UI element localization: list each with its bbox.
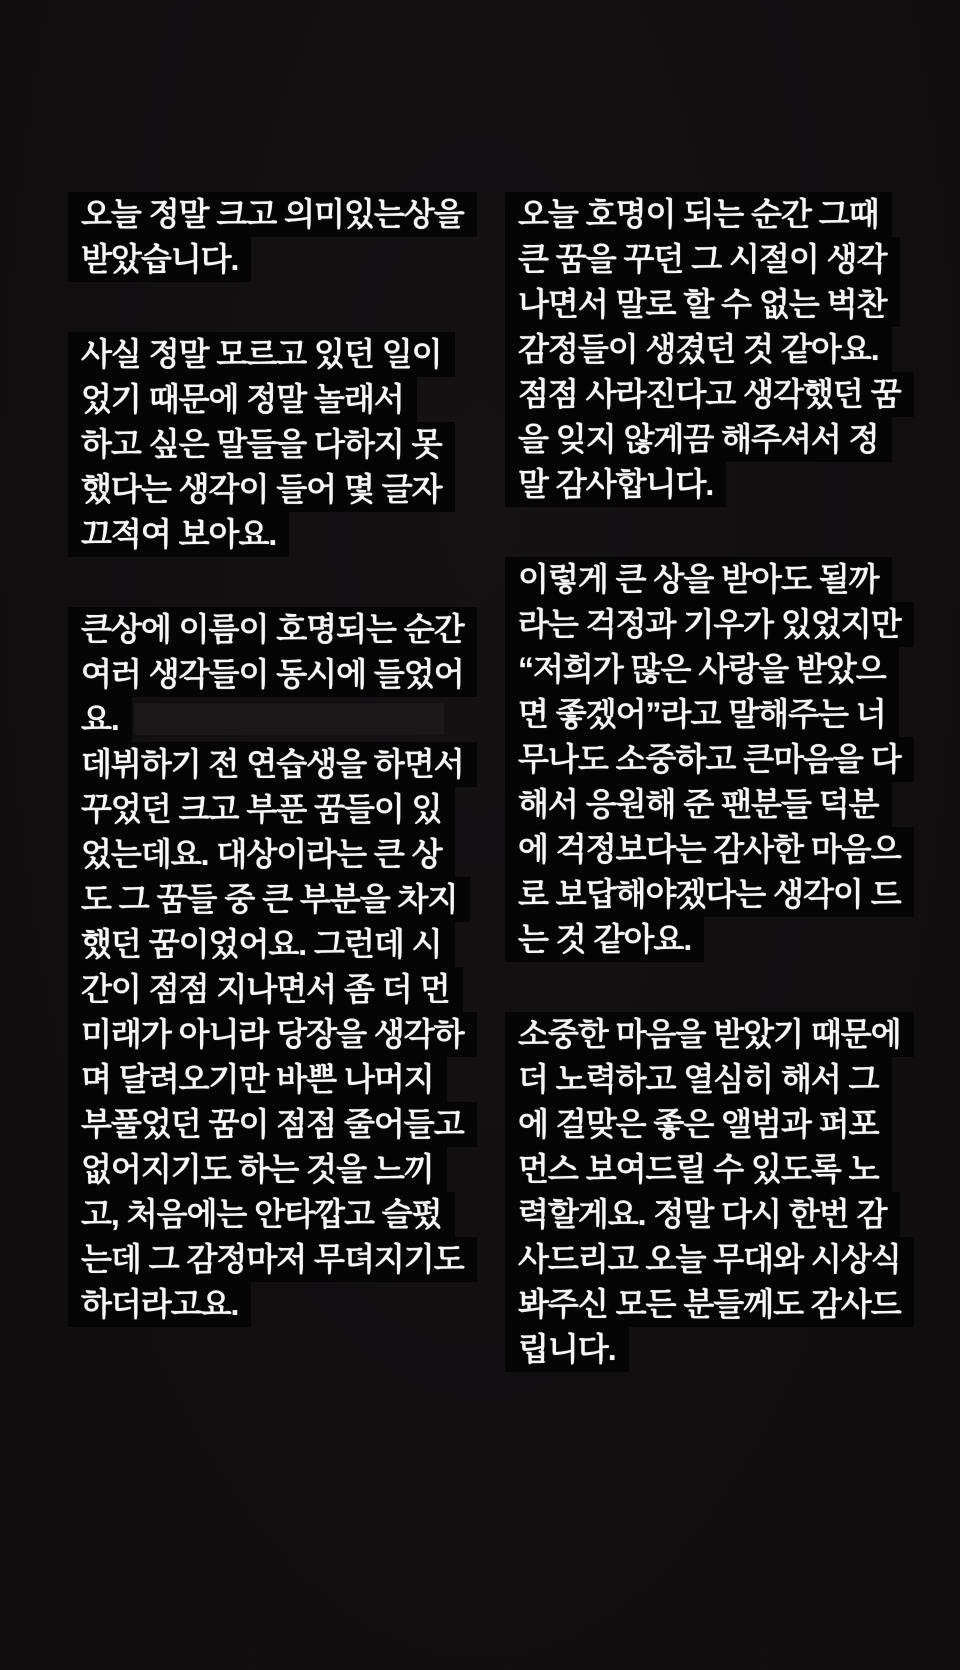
text-chip: 꾸었던 크고 부푼 꿈들이 있	[68, 787, 455, 832]
text-line	[68, 467, 498, 512]
text-line	[505, 192, 915, 237]
text-chip: 무나도 소중하고 큰마음을 다	[505, 737, 914, 782]
text-line	[68, 1237, 498, 1282]
text-line	[68, 1057, 498, 1102]
text-column-right	[505, 192, 915, 1372]
text-chip: “저희가 많은 사랑을 받았으	[505, 647, 899, 692]
text-line	[68, 832, 498, 877]
text-line	[505, 782, 915, 827]
text-line	[505, 872, 915, 917]
text-line	[68, 877, 498, 922]
paragraph	[68, 332, 498, 557]
text-line	[505, 827, 915, 872]
text-chip: 었는데요. 대상이라는 큰 상	[68, 832, 455, 877]
text-column-left	[68, 192, 498, 1327]
text-line	[505, 1102, 915, 1147]
text-chip: 에 걱정보다는 감사한 마음으	[505, 827, 914, 872]
text-chip: 로 보답해야겠다는 생각이 드	[505, 872, 914, 917]
text-line	[68, 697, 498, 742]
text-line	[505, 1057, 915, 1102]
text-chip: 말 감사합니다.	[505, 462, 726, 507]
text-chip: 미래가 아니라 당장을 생각하	[68, 1012, 477, 1057]
text-chip: 이렇게 큰 상을 받아도 될까	[505, 557, 892, 602]
text-chip: 을 잊지 않게끔 해주셔서 정	[505, 417, 892, 462]
text-chip: 더 노력하고 열심히 해서 그	[505, 1057, 892, 1102]
text-line	[505, 1282, 915, 1327]
text-line	[68, 1012, 498, 1057]
text-chip: 면 좋겠어”라고 말해주는 너	[505, 692, 899, 737]
text-chip: 사실 정말 모르고 있던 일이	[68, 332, 455, 377]
text-line	[505, 282, 915, 327]
text-line	[505, 647, 915, 692]
text-chip: 큰 꿈을 꾸던 그 시절이 생각	[505, 237, 900, 282]
text-chip: 었기 때문에 정말 놀래서	[68, 377, 417, 422]
text-line	[505, 327, 915, 372]
text-chip: 받았습니다.	[68, 237, 251, 282]
paragraph	[505, 192, 915, 507]
text-line	[505, 602, 915, 647]
text-chip: 에 걸맞은 좋은 앨범과 퍼포	[505, 1102, 892, 1147]
text-chip: 나면서 말로 할 수 없는 벅찬	[505, 282, 900, 327]
text-chip: 끄적여 보아요.	[68, 512, 289, 557]
text-chip: 봐주신 모든 분들께도 감사드	[505, 1282, 914, 1327]
text-chip: 고, 처음에는 안타깝고 슬펐	[68, 1192, 455, 1237]
text-chip: 했던 꿈이었어요. 그런데 시	[68, 922, 455, 967]
text-line	[68, 1147, 498, 1192]
text-line	[68, 967, 498, 1012]
text-line	[505, 692, 915, 737]
text-chip: 며 달려오기만 바쁜 나머지	[68, 1057, 447, 1102]
text-line	[68, 192, 498, 237]
text-line	[505, 1327, 915, 1372]
text-chip: 력할게요. 정말 다시 한번 감	[505, 1192, 900, 1237]
text-line	[68, 607, 498, 652]
text-line	[505, 1012, 915, 1057]
text-chip: 부풀었던 꿈이 점점 줄어들고	[68, 1102, 477, 1147]
text-line	[68, 512, 498, 557]
text-chip: 해서 응원해 준 팬분들 덕분	[505, 782, 892, 827]
text-line	[68, 1102, 498, 1147]
text-line	[505, 237, 915, 282]
text-line	[68, 1282, 498, 1327]
text-chip: 했다는 생각이 들어 몇 글자	[68, 467, 455, 512]
text-line	[68, 377, 498, 422]
text-chip: 는데 그 감정마저 무뎌지기도	[68, 1237, 477, 1282]
text-chip: 사드리고 오늘 무대와 시상식	[505, 1237, 914, 1282]
text-line	[68, 922, 498, 967]
text-chip: 라는 걱정과 기우가 있었지만	[505, 602, 914, 647]
text-chip: 먼스 보여드릴 수 있도록 노	[505, 1147, 892, 1192]
text-line	[505, 417, 915, 462]
text-chip: 없어지기도 하는 것을 느끼	[68, 1147, 447, 1192]
text-line	[505, 462, 915, 507]
text-line	[68, 332, 498, 377]
text-line	[505, 917, 915, 962]
empty-highlight-chip	[134, 703, 444, 735]
text-line	[68, 422, 498, 467]
text-chip: 도 그 꿈들 중 큰 부분을 차지	[68, 877, 470, 922]
text-line	[505, 1237, 915, 1282]
text-chip: 감정들이 생겼던 것 같아요.	[505, 327, 892, 372]
text-chip: 는 것 같아요.	[505, 917, 704, 962]
text-line	[68, 787, 498, 832]
text-line	[68, 652, 498, 697]
text-chip: 하더라고요.	[68, 1282, 251, 1327]
text-chip: 오늘 정말 크고 의미있는상을	[68, 192, 477, 237]
paragraph	[68, 192, 498, 282]
text-line	[68, 237, 498, 282]
text-chip: 요.	[68, 697, 132, 742]
text-chip: 간이 점점 지나면서 좀 더 먼	[68, 967, 463, 1012]
text-line	[505, 557, 915, 602]
text-chip: 데뷔하기 전 연습생을 하면서	[68, 742, 477, 787]
paragraph	[68, 607, 498, 1327]
text-chip: 오늘 호명이 되는 순간 그때	[505, 192, 892, 237]
text-chip: 립니다.	[505, 1327, 629, 1372]
text-line	[505, 1147, 915, 1192]
paragraph	[505, 557, 915, 962]
text-line	[505, 372, 915, 417]
text-chip: 큰상에 이름이 호명되는 순간	[68, 607, 477, 652]
text-chip: 소중한 마음을 받았기 때문에	[505, 1012, 914, 1057]
text-line	[505, 1192, 915, 1237]
text-line	[505, 737, 915, 782]
text-line	[68, 742, 498, 787]
text-chip: 하고 싶은 말들을 다하지 못	[68, 422, 455, 467]
paragraph	[505, 1012, 915, 1372]
text-chip: 점점 사라진다고 생각했던 꿈	[505, 372, 914, 417]
text-line	[68, 1192, 498, 1237]
text-chip: 여러 생각들이 동시에 들었어	[68, 652, 477, 697]
